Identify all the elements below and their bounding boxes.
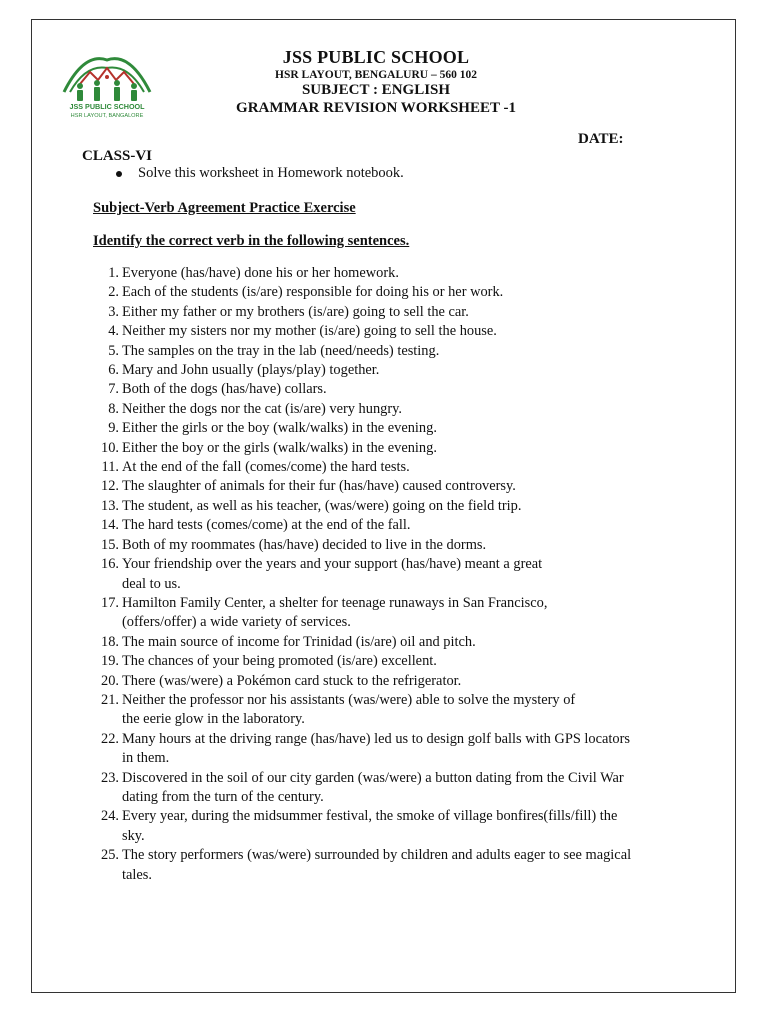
question-number: 8. xyxy=(108,400,119,417)
question-item xyxy=(93,555,693,594)
question-text-line: Both of my roommates (has/have) decided to live in the dorms. xyxy=(122,536,487,553)
question-text-line: The student, as well as his teacher, (was/were) going on the field trip. xyxy=(122,497,522,514)
question-number: 14. xyxy=(101,517,119,534)
question-text xyxy=(119,477,693,496)
school-logo-icon xyxy=(60,50,154,120)
question-number: 16. xyxy=(101,556,119,573)
question-text-line: Neither the professor nor his assistants (was/were) able to solve the mystery of xyxy=(122,691,576,708)
date-label: DATE: xyxy=(578,131,624,147)
question-text xyxy=(119,342,693,361)
instruction-text: Solve this worksheet in Homework notebook. xyxy=(138,165,404,181)
question-number: 9. xyxy=(108,420,119,437)
question-text-line: the eerie glow in the laboratory. xyxy=(122,711,305,728)
question-item xyxy=(93,361,693,380)
question-number: 19. xyxy=(101,653,119,670)
question-number: 22. xyxy=(101,730,119,747)
question-text-line: The samples on the tray in the lab (need/needs) testing. xyxy=(122,342,440,359)
question-number: 18. xyxy=(101,633,119,650)
question-text-line: deal to us. xyxy=(122,575,181,592)
question-text-line: tales. xyxy=(122,866,152,883)
question-text-line: At the end of the fall (comes/come) the hard tests. xyxy=(122,459,410,476)
question-text xyxy=(119,283,693,302)
question-number: 13. xyxy=(101,497,119,514)
question-number: 25. xyxy=(101,847,119,864)
question-text xyxy=(119,361,693,380)
question-text xyxy=(119,516,693,535)
task-heading: Identify the correct verb in the following sentences. xyxy=(93,233,410,249)
question-number: 4. xyxy=(108,323,119,340)
question-number: 17. xyxy=(101,594,119,611)
question-text xyxy=(119,419,693,438)
question-number: 1. xyxy=(108,265,119,281)
question-number: 20. xyxy=(101,672,119,689)
question-text xyxy=(119,322,693,341)
question-item xyxy=(93,536,693,555)
question-item xyxy=(93,516,693,535)
question-text xyxy=(119,439,693,458)
question-text xyxy=(119,264,693,283)
question-item xyxy=(93,672,693,691)
question-item xyxy=(93,400,693,419)
question-text xyxy=(119,652,693,671)
question-item xyxy=(93,652,693,671)
question-text-line: The story performers (was/were) surrounded by children and adults eager to see magical xyxy=(122,847,632,864)
question-number: 7. xyxy=(108,381,119,398)
question-item xyxy=(93,846,693,885)
question-item xyxy=(93,477,693,496)
question-item xyxy=(93,380,693,399)
school-logo xyxy=(60,50,154,120)
question-list xyxy=(93,264,693,885)
question-item xyxy=(93,769,693,808)
question-text xyxy=(119,380,693,399)
question-text-line: There (was/were) a Pokémon card stuck to the refrigerator. xyxy=(122,672,462,689)
question-text-line: The chances of your being promoted (is/are) excellent. xyxy=(122,653,437,670)
question-text-line: Neither the dogs nor the cat (is/are) very hungry. xyxy=(122,400,402,417)
question-text xyxy=(119,303,693,322)
bullet-icon xyxy=(116,171,122,177)
logo-text-line2: HSR LAYOUT, BANGALORE xyxy=(70,113,144,119)
header-block xyxy=(200,48,552,116)
question-item xyxy=(93,264,693,283)
question-number: 10. xyxy=(101,439,119,456)
question-text xyxy=(119,730,693,769)
question-text-line: Many hours at the driving range (has/have) led us to design golf balls with GPS locators xyxy=(122,730,630,747)
question-text-line: in them. xyxy=(122,750,170,767)
school-address: HSR LAYOUT, BENGALURU – 560 102 xyxy=(275,68,477,81)
question-number: 24. xyxy=(101,808,119,825)
question-text xyxy=(119,807,693,846)
question-text-line: The slaughter of animals for their fur (has/have) caused controversy. xyxy=(122,478,516,495)
question-number: 5. xyxy=(108,342,119,359)
question-item xyxy=(93,458,693,477)
section-heading: Subject-Verb Agreement Practice Exercise xyxy=(93,200,356,216)
question-item xyxy=(93,342,693,361)
question-text-line: Neither my sisters nor my mother (is/are) going to sell the house. xyxy=(122,323,497,340)
question-text-line: Both of the dogs (has/have) collars. xyxy=(122,381,327,398)
question-number: 2. xyxy=(108,284,119,301)
question-text xyxy=(119,400,693,419)
question-text-line: Everyone (has/have) done his or her homework. xyxy=(122,265,399,281)
question-text-line: dating from the turn of the century. xyxy=(122,788,324,805)
question-item xyxy=(93,691,693,730)
class-label: CLASS-VI xyxy=(82,148,153,164)
question-text-line: Either the boy or the girls (walk/walks) in the evening. xyxy=(122,439,437,456)
question-text-line: Discovered in the soil of our city garden (was/were) a button dating from the Civil War xyxy=(122,769,624,786)
question-text-line: (offers/offer) a wide variety of services. xyxy=(122,614,351,631)
question-text-line: Every year, during the midsummer festival, the smoke of village bonfires(fills/fill) the xyxy=(122,808,618,825)
worksheet-title: GRAMMAR REVISION WORKSHEET -1 xyxy=(236,99,516,116)
question-item xyxy=(93,283,693,302)
question-item xyxy=(93,419,693,438)
question-text-line: Each of the students (is/are) responsible for doing his or her work. xyxy=(122,284,504,301)
question-text xyxy=(119,633,693,652)
question-number: 12. xyxy=(101,478,119,495)
question-text xyxy=(119,458,693,477)
question-item xyxy=(93,594,693,633)
question-text-line: sky. xyxy=(122,827,145,844)
question-text xyxy=(119,846,693,885)
question-number: 23. xyxy=(101,769,119,786)
question-item xyxy=(93,633,693,652)
question-item xyxy=(93,497,693,516)
logo-text-line1: JSS PUBLIC SCHOOL xyxy=(69,102,145,111)
question-text xyxy=(119,497,693,516)
question-number: 15. xyxy=(101,536,119,553)
subject-line: SUBJECT : ENGLISH xyxy=(301,82,451,99)
question-item xyxy=(93,807,693,846)
question-item xyxy=(93,322,693,341)
question-item xyxy=(93,303,693,322)
question-text-line: The hard tests (comes/come) at the end of the fall. xyxy=(122,517,411,534)
question-text-line: Either my father or my brothers (is/are) going to sell the car. xyxy=(122,303,469,320)
question-number: 3. xyxy=(108,303,119,320)
question-text xyxy=(119,594,693,633)
question-text-line: Hamilton Family Center, a shelter for teenage runaways in San Francisco, xyxy=(122,594,548,611)
question-text-line: The main source of income for Trinidad (is/are) oil and pitch. xyxy=(122,633,476,650)
question-text-line: Mary and John usually (plays/play) together. xyxy=(122,362,380,379)
question-text xyxy=(119,536,693,555)
school-name: JSS PUBLIC SCHOOL xyxy=(282,47,470,67)
question-text xyxy=(119,672,693,691)
question-item xyxy=(93,730,693,769)
question-text xyxy=(119,555,693,594)
question-number: 6. xyxy=(108,362,119,379)
question-item xyxy=(93,439,693,458)
question-number: 21. xyxy=(101,691,119,708)
question-text-line: Either the girls or the boy (walk/walks) in the evening. xyxy=(122,420,437,437)
question-number: 11. xyxy=(101,459,119,476)
question-text-line: Your friendship over the years and your support (has/have) meant a great xyxy=(122,556,543,573)
question-text xyxy=(119,691,693,730)
instruction-item xyxy=(116,165,404,182)
question-text xyxy=(119,769,693,808)
